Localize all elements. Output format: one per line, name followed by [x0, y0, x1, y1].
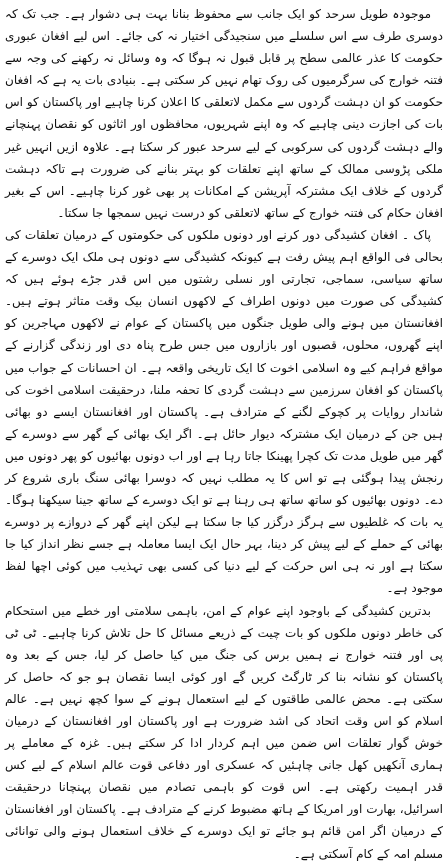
- paragraph-3: بدترین کشیدگی کے باوجود اپنے عوام کے امن، باہمی سلامتی اور خطے میں استحکام کی خاطر دونوں ملکوں کو بات چیت کے ذریعے مسائل کا حل تلاش کرنا چاہیے۔ ٹی ٹی پی اور فتنہ خوارج نے ہمیں برس کی جنگ میں کیا حاصل کر لیا، جس کے بعد وہ پاکستان کو نشانہ بنا کر ٹارگٹ کریں گے اور کوئی ایسا نقصان ہو جو کہ حاصل کر سکتی ہے۔ محض عالمی طاقتوں کے لیے استعمال ہونے کے سوا کچھ نہیں ہے۔ عالم اسلام کو اس وقت اتحاد کی اشد ضرورت ہے اور پاکستان اور افغانستان کے درمیان خوش گوار تعلقات اس ضمن میں اہم کردار ادا کر سکتے ہیں۔ غزہ کے معاملے پر ہماری آنکھیں کھل جانی چاہئیں کہ عسکری اور دفاعی قوت عالم اسلام کے لیے کس قدر اہمیت رکھتی ہے۔ اس قوت کو باہمی تصادم میں نقصان پہنچانا درحقیقت اسرائیل، بھارت اور امریکا کے ہاتھ مضبوط کرنے کے مترادف ہے۔ پاکستان اور افغانستان کے درمیان اگر امن قائم ہو جائے تو ایک دوسرے کے خلاف استعمال ہونے والی توانائی مسلم امہ کے کام آسکتی ہے۔: [5, 603, 443, 861]
- paragraph-1: موجودہ طویل سرحد کو ایک جانب سے محفوظ بنانا بہت ہی دشوار ہے۔ جب تک کہ دوسری طرف سے اس سلسلے میں سنجیدگی اختیار نہ کی جائے۔ اس لیے افغان عبوری حکومت کا عذر عالمی سطح پر قابل قبول نہ ہوگا کہ وہ وسائل نہ رکھنے کی وجہ سے فتنہ خوارج کی سرگرمیوں کی روک تھام نہیں کر سکتی ہے۔ بنیادی بات یہ ہے کہ افغان حکومت کو ان دہشت گردوں سے مکمل لاتعلقی کا اعلان کرنا چاہیے اور پاکستان کو اس بات کی اجازت دینی چاہیے کہ وہ اپنے شہریوں، محافظوں اور اثاثوں کو نقصان پہنچانے والے دہشت گردوں کی سرکوبی کے لیے سرحد عبور کر سکتا ہے۔ علاوہ ازیں انہیں غیر ملکی پڑوسی ممالک کے ساتھ اپنے تعلقات کو بہتر بنانے کی ضرورت ہے تاکہ دہشت گردوں کے خلاف ایک مشترکہ آپریشن کے امکانات پر بھی غور کرنا چاہیے۔ اس کے بغیر افغان حکام کی فتنہ خوارج کے ساتھ لاتعلقی کو درست نہیں سمجھا جا سکتا۔: [5, 7, 443, 220]
- paragraph-2: پاک ۔ افغان کشیدگی دور کرنے اور دونوں ملکوں کی حکومتوں کے درمیان تعلقات کی بحالی فی الواقع اہم پیش رفت ہے کیونکہ کشیدگی سے دونوں ہی ملک ایک دوسرے کے ساتھ سیاسی، سماجی، تجارتی اور نسلی رشتوں میں اس قدر جڑے ہوئے ہیں کہ کشیدگی کی صورت میں دونوں اطراف کے لاکھوں انسان بیک وقت متاثر ہوتے ہیں۔ افغانستان میں ہونے والی طویل جنگوں میں پاکستان کے عوام نے لاکھوں مہاجرین کو اپنے گھروں، محلوں، قصبوں اور بازاروں میں جس طرح پناہ دی اور زندگی گزارنے کے مواقع فراہم کیے وہ اسلامی اخوت کا ایک تاریخی واقعہ ہے۔ ان احسانات کے جواب میں پاکستان کو افغان سرزمین سے دہشت گردی کا تحفہ ملنا، درحقیقت اسلامی اخوت کی شاندار روایات پر کچوکے لگنے کے مترادف ہے۔ پاکستان اور افغانستان ایسے دو بھائی ہیں جن کے درمیان ایک مشترکہ دیوار حائل ہے۔ اگر ایک بھائی کے گھر سے دوسرے کے گھر میں طویل مدت تک کچرا پھینکا جاتا رہا ہے اور اب دونوں بھائیوں کو پھر دونوں میں رنجش پیدا ہوگئی ہے تو اس کا یہ مطلب نہیں کہ دوسرا بھائی سنگ باری شروع کر دے۔ دونوں بھائیوں کو ساتھ ساتھ ہی رہنا ہے تو ایک دوسرے کے ساتھ جینا سیکھنا ہوگا۔ یہ بات کہ غلطیوں سے ہرگز درگزر کیا جا سکتا ہے لیکن اپنے گھر کے دروازے پر دوسرے بھائی کے حملے کے لیے پیش کر دینا، بہر حال ایک ایسا معاملہ ہے جسے نظر انداز کیا جا سکتا ہے اور نہ ہی اس حرکت کے لیے دنیا کی کسی بھی تہذیب میں کوئی اچھا لفظ موجود ہے۔: [5, 227, 443, 596]
